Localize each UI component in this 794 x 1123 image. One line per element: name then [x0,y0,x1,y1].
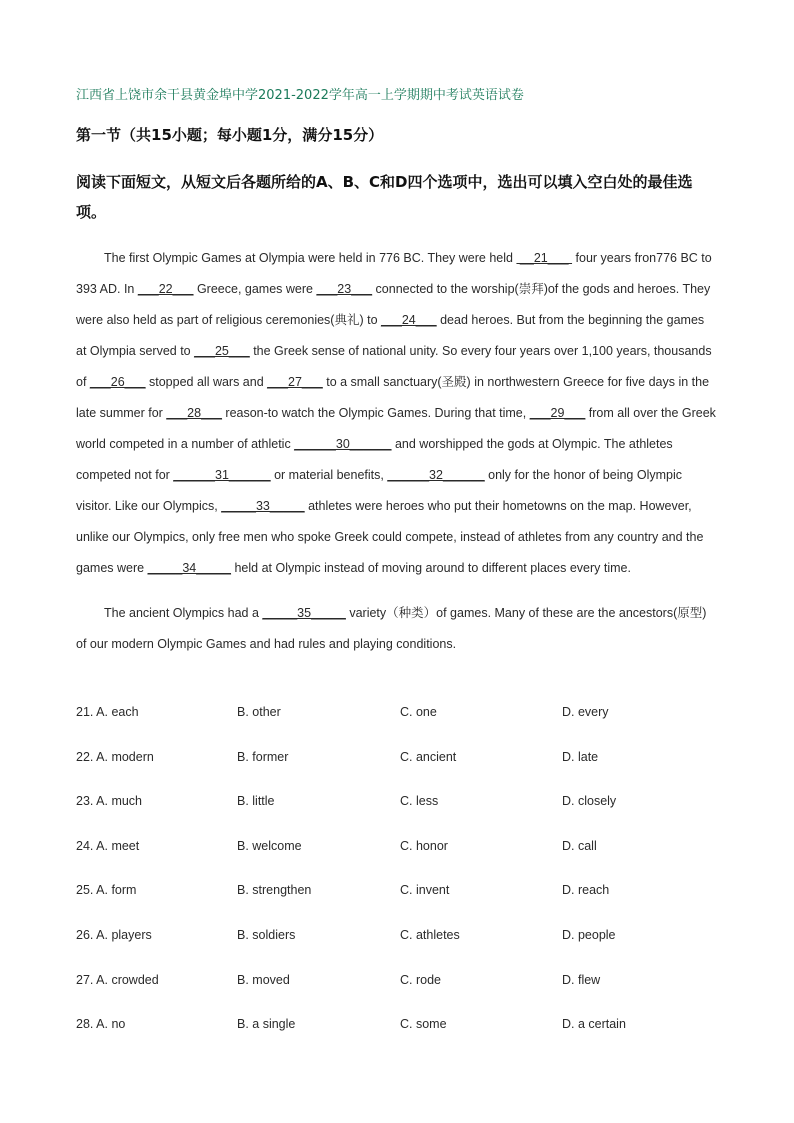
passage-text: only for the honor of being Olympic visitor. Like our Olympics, [76,468,682,513]
answer-blank: ___23___ [316,282,373,296]
passage-text: Greece, games were [193,282,317,296]
answer-blank: ___26___ [89,375,146,389]
option-c: C. athletes [400,927,460,942]
option-c: C. invent [400,883,450,898]
answer-blank: ___24___ [381,313,437,327]
option-c: C. one [400,705,437,719]
option-b: B. former [237,749,289,764]
passage-paragraph-2 [76,598,716,660]
passage-text: The ancient Olympics had a [104,606,263,620]
cloze-passage [76,243,716,660]
answer-blank: ___27___ [267,375,323,389]
option-b: B. moved [237,972,290,987]
option-d: D. people [562,927,616,942]
passage-text: variety（种类）of games. Many of these are the ancestors(原型) of our modern Olympic Games and had rules and playing conditions. [76,606,707,651]
passage-text: four years fron776 BC to 393 AD. In [76,251,712,296]
question-row [76,928,716,973]
instructions: 阅读下面短文，从短文后各题所给的A、B、C和D四个选项中，选出可以填入空白处的最佳选项。 [76,173,693,221]
option-c: C. honor [400,838,448,853]
option-a: 27. A. crowded [76,972,159,987]
option-c: C. some [400,1017,447,1032]
question-row [76,973,716,1018]
option-d: D. closely [562,794,617,809]
question-row [76,794,716,839]
question-row [76,883,716,928]
question-row [76,1017,716,1062]
question-row [76,839,716,884]
passage-text: reason-to watch the Olympic Games. During that time, [221,406,530,420]
answer-blank: ______31______ [173,468,271,482]
answer-blank: ___25___ [194,344,250,358]
option-a: 28. A. no [76,1017,126,1032]
passage-text: the Greek sense of national unity. So every four years over 1,100 years, thousands of [76,344,712,389]
document-title: 江西省上饶市余干县黄金埠中学2021-2022学年高一上学期期中考试英语试卷 [76,88,524,103]
answer-blank: _____35_____ [262,606,346,620]
passage-text: The first Olympic Games at Olympia were held in 776 BC. They were held [104,251,517,265]
question-row [76,705,716,750]
option-d: D. call [562,838,597,853]
option-d: D. reach [562,883,610,898]
question-row [76,750,716,795]
passage-text: to a small sanctuary(圣殿) in northwestern Greece for five days in the late summer for [76,375,710,420]
option-c: C. ancient [400,749,457,764]
option-d: D. flew [562,972,601,987]
passage-text: held at Olympic instead of moving around to different places every time. [231,561,631,575]
option-b: B. welcome [237,838,302,853]
answer-blank: _____33_____ [221,499,305,513]
passage-text: athletes were heroes who put their hometowns on the map. However, unlike our Olympics, only free men who spoke Greek could compete, instead of athletes from any country and the games were [76,499,704,575]
option-c: C. rode [400,972,441,987]
answer-blank: __21___ [516,251,573,265]
passage-text: or material benefits, [270,468,388,482]
option-b: B. little [237,794,275,809]
option-d: D. late [562,749,599,764]
answer-blank: ___28___ [166,406,222,420]
option-b: B. a single [237,1017,296,1032]
option-b: B. other [237,705,281,719]
answer-blank: _____34_____ [147,561,231,575]
answer-blank: ______32______ [387,468,485,482]
passage-paragraph-1 [76,243,716,584]
option-b: B. strengthen [237,883,312,898]
option-a: 25. A. form [76,883,137,898]
option-b: B. soldiers [237,927,296,942]
option-c: C. less [400,794,439,809]
passage-text: and worshipped the gods at Olympic. The athletes competed not for [76,437,673,482]
answer-blank: ___22___ [137,282,194,296]
question-options-list [76,705,716,1062]
option-a: 21. A. each [76,705,139,719]
answer-blank: ___29___ [529,406,586,420]
answer-blank: ______30______ [294,437,392,451]
option-a: 23. A. much [76,794,143,809]
option-d: D. every [562,705,609,719]
option-a: 22. A. modern [76,749,154,764]
passage-text: from all over the Greek world competed in a number of athletic [76,406,716,451]
passage-text: stopped all wars and [145,375,268,389]
passage-text: connected to the worship(崇拜)of the gods and heroes. They were also held as part of religious ceremonies(典礼) to [76,282,711,327]
option-d: D. a certain [562,1017,626,1032]
option-a: 24. A. meet [76,838,140,853]
option-a: 26. A. players [76,927,152,942]
section-heading: 第一节（共15小题；每小题1分，满分15分） [76,126,384,144]
passage-text: dead heroes. But from the beginning the games at Olympia served to [76,313,705,358]
